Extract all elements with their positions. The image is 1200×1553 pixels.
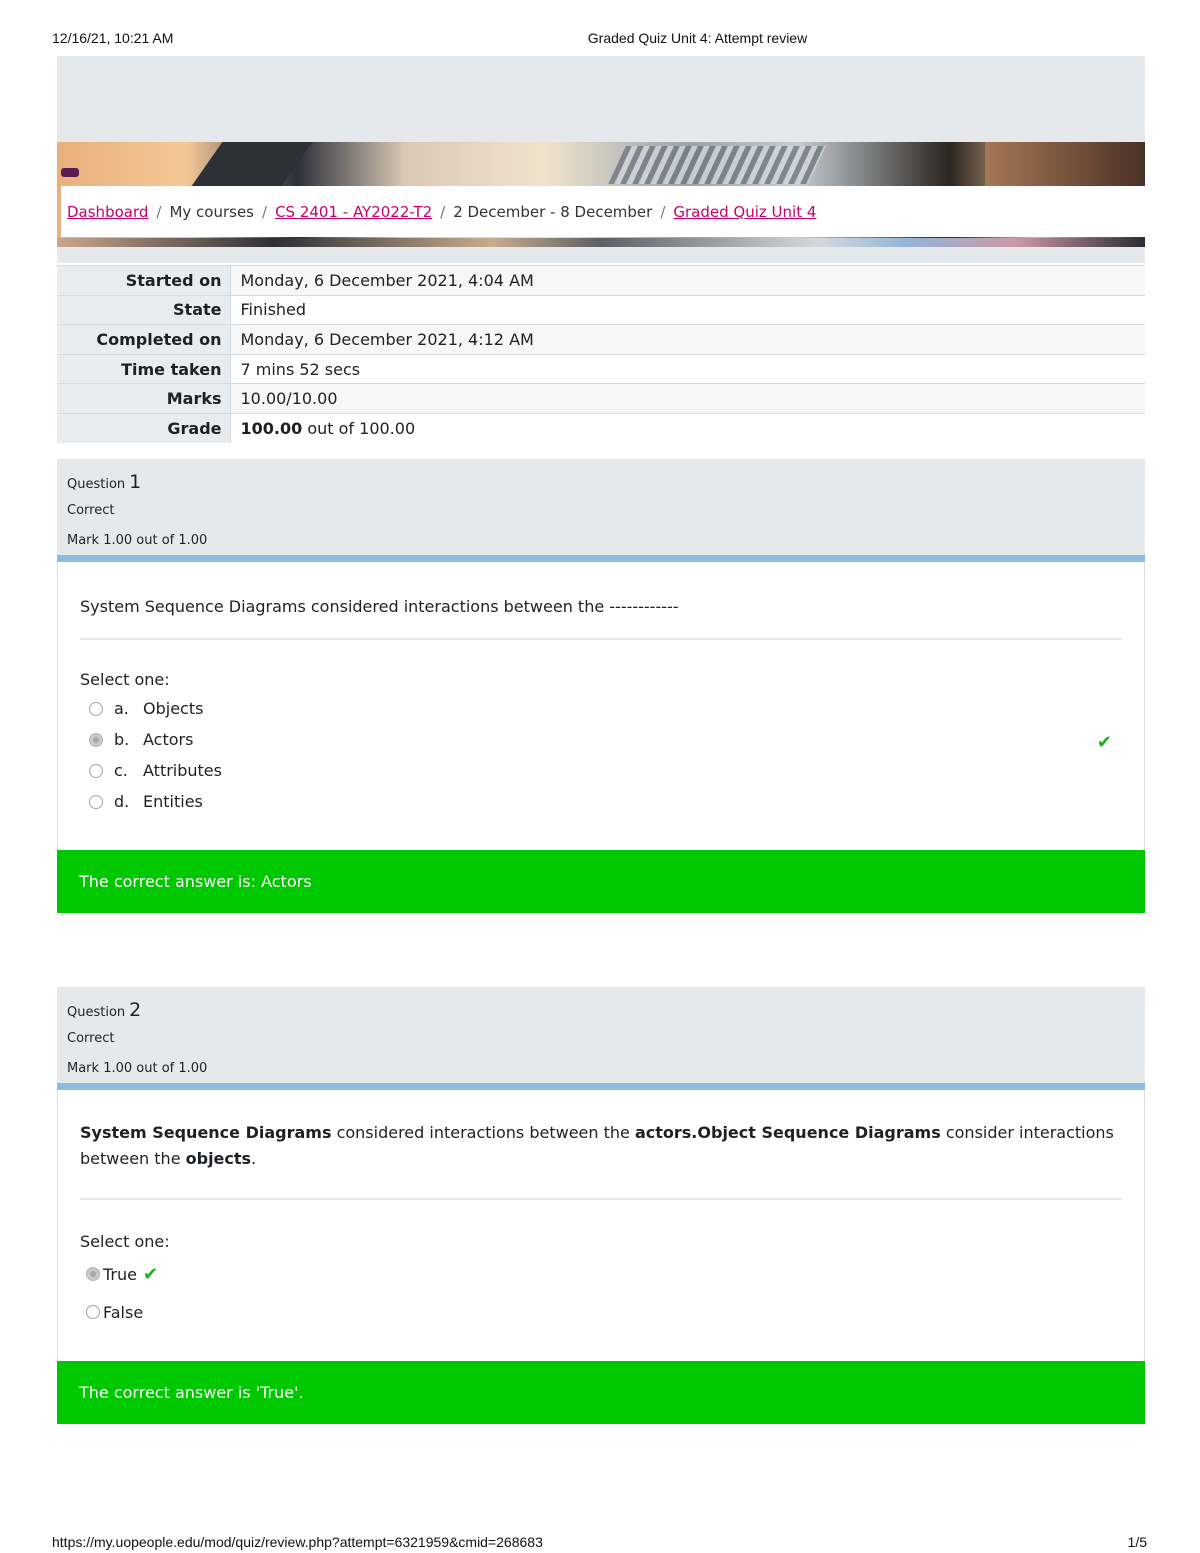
banner-bottom-strip bbox=[57, 238, 1145, 247]
print-page-number: 1/5 bbox=[1127, 1534, 1147, 1550]
grade-out-of: out of 100.00 bbox=[302, 419, 416, 439]
question-content bbox=[57, 562, 1145, 850]
print-url: https://my.uopeople.edu/mod/quiz/review.php?attempt=6321959&cmid=268683 bbox=[52, 1534, 543, 1550]
answer-option-true[interactable] bbox=[80, 1255, 1122, 1293]
question-text-bold: objects bbox=[185, 1149, 252, 1168]
answer-letter: b. bbox=[114, 730, 130, 749]
print-header bbox=[0, 30, 1200, 50]
answer-options bbox=[80, 689, 1122, 817]
summary-row bbox=[57, 266, 1145, 296]
question-state: Correct bbox=[67, 503, 115, 518]
course-banner bbox=[57, 142, 1145, 247]
answer-option-false[interactable] bbox=[80, 1293, 1122, 1331]
summary-label: Completed on bbox=[57, 325, 230, 355]
question-text-part: . bbox=[251, 1149, 257, 1168]
breadcrumb-separator: / bbox=[262, 202, 268, 221]
question-label: Question bbox=[67, 1005, 126, 1020]
question-number bbox=[67, 471, 1145, 497]
print-timestamp: 12/16/21, 10:21 AM bbox=[52, 30, 174, 46]
summary-row bbox=[57, 295, 1145, 325]
answer-text: Objects bbox=[143, 699, 204, 718]
summary-value: Monday, 6 December 2021, 4:12 AM bbox=[230, 325, 1145, 355]
breadcrumb-week: 2 December - 8 December bbox=[453, 202, 653, 221]
summary-value: 7 mins 52 secs bbox=[230, 354, 1145, 384]
breadcrumb bbox=[61, 186, 1145, 237]
select-one-label: Select one: bbox=[80, 1232, 170, 1251]
answer-option-a[interactable] bbox=[80, 693, 1122, 724]
breadcrumb-separator: / bbox=[440, 202, 446, 221]
question-text-bold: System Sequence Diagrams bbox=[80, 1123, 332, 1142]
banner-badge bbox=[61, 168, 79, 177]
summary-label: State bbox=[57, 295, 230, 325]
summary-value: 10.00/10.00 bbox=[230, 384, 1145, 414]
question-info bbox=[57, 987, 1145, 1090]
radio-button-selected[interactable] bbox=[86, 1267, 100, 1281]
question-mark: Mark 1.00 out of 1.00 bbox=[67, 1061, 208, 1076]
radio-button[interactable] bbox=[89, 764, 103, 778]
question-text-bold: actors.Object Sequence Diagrams bbox=[634, 1123, 941, 1142]
summary-value bbox=[230, 413, 1145, 443]
correct-check-icon: ✔ bbox=[142, 1263, 159, 1285]
breadcrumb-my-courses: My courses bbox=[169, 202, 254, 221]
question-number-value: 1 bbox=[129, 471, 142, 493]
answer-text: Entities bbox=[143, 792, 203, 811]
answer-options bbox=[80, 1251, 1122, 1331]
question-number-value: 2 bbox=[129, 999, 142, 1021]
summary-row bbox=[57, 413, 1145, 443]
banner-person-image bbox=[985, 142, 1145, 186]
summary-value: Monday, 6 December 2021, 4:04 AM bbox=[230, 266, 1145, 296]
breadcrumb-course-link[interactable]: CS 2401 - AY2022-T2 bbox=[275, 202, 433, 221]
correct-answer-feedback: The correct answer is 'True'. bbox=[57, 1361, 1145, 1424]
breadcrumb-separator: / bbox=[660, 202, 666, 221]
question-text-part: considered interactions between the bbox=[331, 1123, 635, 1142]
question-mark: Mark 1.00 out of 1.00 bbox=[67, 533, 208, 548]
select-one-label: Select one: bbox=[80, 670, 170, 689]
answer-text: True bbox=[103, 1264, 137, 1284]
summary-label: Started on bbox=[57, 266, 230, 296]
banner-image-part bbox=[192, 142, 313, 186]
question-label: Question bbox=[67, 477, 126, 492]
attempt-summary-table bbox=[57, 265, 1145, 443]
summary-value: Finished bbox=[230, 295, 1145, 325]
question-state: Correct bbox=[67, 1031, 115, 1046]
banner-keyboard-image bbox=[608, 146, 826, 184]
breadcrumb-quiz-link[interactable]: Graded Quiz Unit 4 bbox=[673, 202, 817, 221]
answer-text: False bbox=[103, 1302, 144, 1322]
correct-check-icon: ✔ bbox=[1096, 732, 1112, 753]
question-info bbox=[57, 459, 1145, 562]
breadcrumb-separator: / bbox=[156, 202, 162, 221]
summary-row bbox=[57, 325, 1145, 355]
question-2 bbox=[57, 987, 1145, 1424]
answer-option-b[interactable] bbox=[80, 724, 1122, 755]
answer-text: Actors bbox=[143, 730, 194, 749]
print-page-title: Graded Quiz Unit 4: Attempt review bbox=[587, 30, 808, 46]
question-text: System Sequence Diagrams considered interactions between the ------------ bbox=[80, 562, 1122, 640]
question-content bbox=[57, 1090, 1145, 1361]
radio-button-selected[interactable] bbox=[89, 733, 103, 747]
correct-answer-feedback: The correct answer is: Actors bbox=[57, 850, 1145, 913]
summary-label: Marks bbox=[57, 384, 230, 414]
question-text-part: consider interactions between the bbox=[80, 1123, 1114, 1168]
grade-value: 100.00 bbox=[240, 419, 303, 439]
answer-text: Attributes bbox=[143, 761, 222, 780]
radio-button[interactable] bbox=[89, 795, 103, 809]
page-header-area bbox=[57, 56, 1145, 142]
summary-label: Grade bbox=[57, 413, 230, 443]
summary-row bbox=[57, 384, 1145, 414]
answer-letter: d. bbox=[114, 792, 130, 811]
answer-letter: c. bbox=[114, 761, 128, 780]
question-number bbox=[67, 999, 1145, 1025]
question-1 bbox=[57, 459, 1145, 913]
summary-row bbox=[57, 354, 1145, 384]
banner-spacer bbox=[57, 247, 1145, 263]
question-text bbox=[80, 1090, 1122, 1200]
radio-button[interactable] bbox=[89, 702, 103, 716]
radio-button[interactable] bbox=[86, 1305, 100, 1319]
breadcrumb-dashboard-link[interactable]: Dashboard bbox=[67, 202, 149, 221]
answer-option-c[interactable] bbox=[80, 755, 1122, 786]
answer-letter: a. bbox=[114, 699, 129, 718]
summary-label: Time taken bbox=[57, 354, 230, 384]
answer-option-d[interactable] bbox=[80, 786, 1122, 817]
